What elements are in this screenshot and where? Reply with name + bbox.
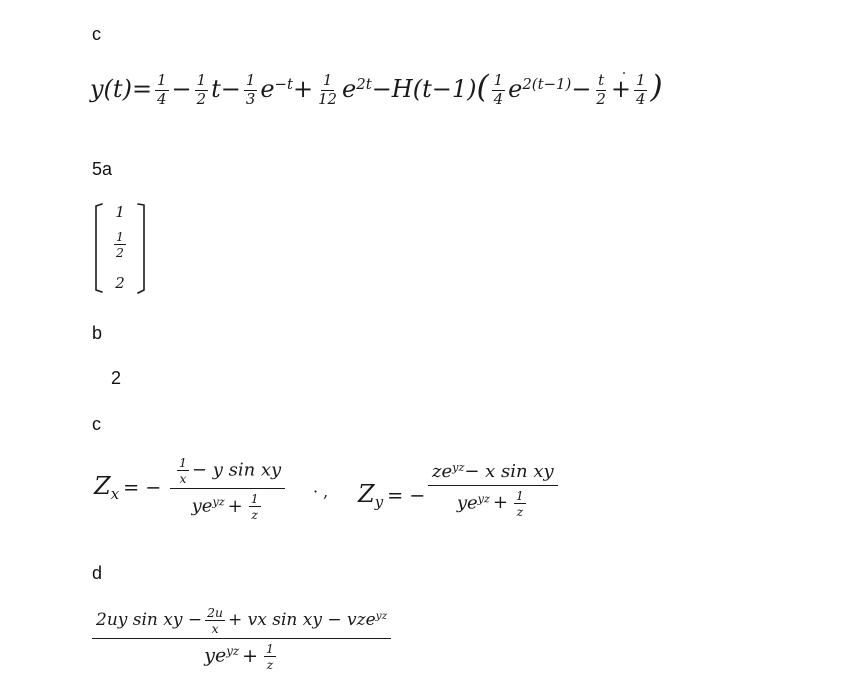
frac-numerator: 2u — [207, 605, 224, 620]
equation-y-of-t — [90, 69, 663, 108]
frac-numerator: 1 — [636, 71, 646, 90]
d-den-exp: yz — [226, 644, 240, 659]
frac-denominator: z — [516, 503, 524, 519]
frac-denominator: z — [266, 657, 274, 673]
eq-y-exp-base: e — [260, 75, 275, 103]
eq-y-minus: − — [571, 75, 592, 103]
frac-numerator: 1 — [515, 487, 524, 503]
zx-num-frac — [177, 456, 189, 485]
zx-num-rest: − y sin xy — [191, 459, 282, 481]
zx-denominator — [188, 489, 268, 521]
eq-y-frac-2 — [195, 73, 208, 107]
frac-denominator: x — [179, 471, 187, 487]
eq-y-open-paren: ( — [476, 69, 489, 105]
column-vector — [92, 200, 148, 296]
matrix-row-2 — [92, 230, 148, 259]
zx-symbol: Z — [94, 472, 111, 500]
eq-y-lhs: y(t) — [90, 75, 132, 103]
zx-den-frac — [249, 492, 261, 521]
zx-numerator — [170, 456, 285, 489]
section-label-d: d — [92, 563, 103, 583]
zx-den-main: ye — [191, 495, 213, 517]
zy-symbol: Z — [358, 480, 375, 508]
frac-numerator: 1 — [493, 71, 504, 90]
zx-fraction — [170, 456, 285, 521]
zx-den-exp: yz — [212, 495, 225, 509]
zy-lhs — [358, 480, 426, 512]
eq-y-plus: + — [292, 75, 314, 103]
zy-equals-minus: = − — [387, 484, 426, 507]
frac-denominator: x — [211, 621, 219, 637]
d-num-exp: yz — [375, 610, 388, 623]
eq-y-heaviside: −H(t−1) — [371, 75, 477, 103]
zy-den-main: ye — [456, 492, 478, 514]
eq-y-exp-base: e — [342, 75, 357, 103]
zy-num-rest: − x sin xy — [464, 461, 554, 482]
eq-y-frac-7 — [634, 73, 647, 107]
eq-y-frac-5 — [492, 73, 505, 107]
d-den-frac — [264, 642, 276, 671]
eq-y-exponent: 2t — [356, 74, 372, 93]
matrix-row-3: 2 — [115, 274, 125, 292]
d-numerator — [92, 606, 391, 639]
frac-numerator: 1 — [250, 491, 259, 507]
frac-numerator: 1 — [266, 641, 274, 657]
frac-denominator: 3 — [245, 90, 256, 108]
frac-denominator: 12 — [318, 90, 338, 108]
frac-numerator: 1 — [322, 71, 333, 90]
section-label-5a: 5a — [92, 159, 113, 179]
d-num-part2: + vx sin xy − vze — [228, 610, 376, 631]
frac-denominator: 4 — [493, 90, 504, 108]
zy-den-frac — [514, 489, 526, 518]
zx-den-plus: + — [227, 495, 243, 517]
zy-den-plus: + — [492, 492, 508, 514]
zy-numerator — [428, 462, 558, 486]
frac-numerator: 1 — [157, 71, 167, 90]
d-den-main: ye — [204, 644, 227, 667]
frac-denominator: 2 — [116, 245, 124, 261]
zx-subscript: x — [110, 485, 120, 504]
section-label-c-2: c — [92, 414, 101, 434]
zy-fraction — [428, 462, 558, 518]
zy-denominator — [453, 486, 533, 518]
section-label-c: c — [92, 24, 101, 44]
eq-y-minus: − — [220, 75, 241, 103]
zy-num-exp: yz — [452, 460, 465, 474]
d-denominator — [200, 639, 283, 671]
matrix-row-1: 1 — [115, 203, 125, 221]
frac-numerator: t — [598, 71, 605, 90]
eq-y-equals: = — [131, 75, 153, 103]
eq-y-exponent: −t — [274, 74, 293, 93]
frac-numerator: 1 — [245, 71, 256, 90]
eq-y-frac-1 — [155, 73, 168, 107]
stray-pen-mark — [623, 72, 625, 74]
frac-numerator: 1 — [179, 455, 187, 470]
zy-subscript: y — [374, 493, 384, 512]
frac-denominator: 4 — [636, 90, 646, 108]
d-num-frac — [205, 606, 225, 635]
eq-y-minus: − — [171, 75, 192, 103]
section-label-b: b — [92, 323, 103, 343]
zx-lhs — [94, 472, 162, 504]
d-fraction — [92, 606, 391, 671]
eq-y-frac-4 — [316, 73, 339, 107]
zx-equals-minus: = − — [123, 476, 162, 499]
frac-denominator: 2 — [596, 90, 606, 108]
zy-den-exp: yz — [477, 492, 490, 506]
eq-y-close-paren: ) — [650, 69, 663, 105]
zy-num-main: ze — [432, 461, 453, 482]
zx-zy-separator: · , — [313, 482, 329, 501]
frac-denominator: z — [251, 507, 258, 523]
eq-y-exponent: 2(t−1) — [522, 74, 572, 93]
frac-denominator: 2 — [196, 90, 207, 108]
d-num-part1: 2uy sin xy − — [96, 610, 203, 631]
frac-denominator: 4 — [157, 90, 167, 108]
matrix-row-2-frac — [114, 230, 126, 259]
eq-y-frac-6 — [594, 73, 607, 107]
d-den-plus: + — [242, 644, 258, 667]
eq-y-exp-base: e — [508, 75, 523, 103]
eq-y-frac-3 — [244, 73, 257, 107]
frac-numerator: 1 — [116, 229, 124, 244]
answer-b: 2 — [111, 368, 122, 388]
eq-y-t: t — [211, 75, 221, 103]
eq-y-plus: + — [610, 75, 631, 103]
frac-numerator: 1 — [196, 71, 207, 90]
